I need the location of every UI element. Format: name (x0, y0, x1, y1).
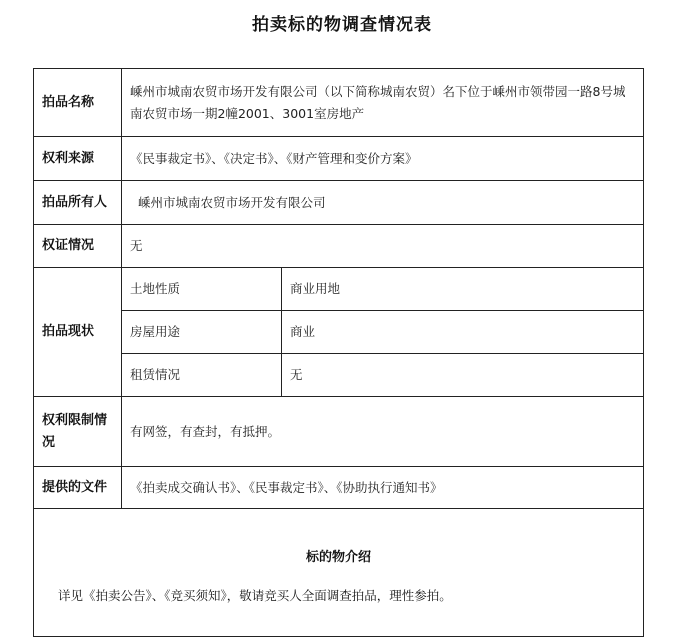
table-row (34, 268, 644, 311)
intro-title: 标的物介绍 (305, 550, 371, 565)
table-row (34, 225, 644, 268)
rights-source-value: 《民事裁定书》、《决定书》、《财产管理和变价方案》 (122, 137, 644, 181)
row-label-current-status: 拍品现状 (34, 268, 122, 397)
row-label-certificate: 权证情况 (34, 225, 122, 268)
table-row (34, 467, 644, 509)
documents-value: 《拍卖成交确认书》、《民事裁定书》、《协助执行通知书》 (122, 467, 644, 509)
status-key-land: 土地性质 (122, 268, 282, 311)
status-value-usage: 商业 (282, 311, 644, 354)
row-label-documents: 提供的文件 (34, 467, 122, 509)
row-label-item-name: 拍品名称 (34, 69, 122, 137)
survey-table (33, 68, 644, 637)
row-label-restriction: 权利限制情况 (34, 397, 122, 467)
item-name-value: 嵊州市城南农贸市场开发有限公司（以下简称城南农贸）名下位于嵊州市领带园一路8号城南农贸市场一期2幢2001、3001室房地产 (122, 69, 644, 137)
status-key-lease: 租赁情况 (122, 354, 282, 397)
status-value-land: 商业用地 (282, 268, 644, 311)
status-value-lease: 无 (282, 354, 644, 397)
table-row (34, 311, 644, 354)
intro-section (34, 509, 644, 637)
table-row (34, 137, 644, 181)
table-row (34, 509, 644, 637)
certificate-value: 无 (122, 225, 644, 268)
table-row (34, 397, 644, 467)
table-row (34, 354, 644, 397)
row-label-rights-source: 权利来源 (34, 137, 122, 181)
row-label-owner: 拍品所有人 (34, 181, 122, 225)
status-key-usage: 房屋用途 (122, 311, 282, 354)
page-title: 拍卖标的物调查情况表 (252, 15, 432, 35)
table-row (34, 181, 644, 225)
owner-value: 嵊州市城南农贸市场开发有限公司 (122, 181, 644, 225)
table-row (34, 69, 644, 137)
restriction-value: 有网签，有查封，有抵押。 (122, 397, 644, 467)
intro-body: 详见《拍卖公告》、《竞买须知》，敬请竞买人全面调查拍品，理性参拍。 (58, 588, 452, 603)
